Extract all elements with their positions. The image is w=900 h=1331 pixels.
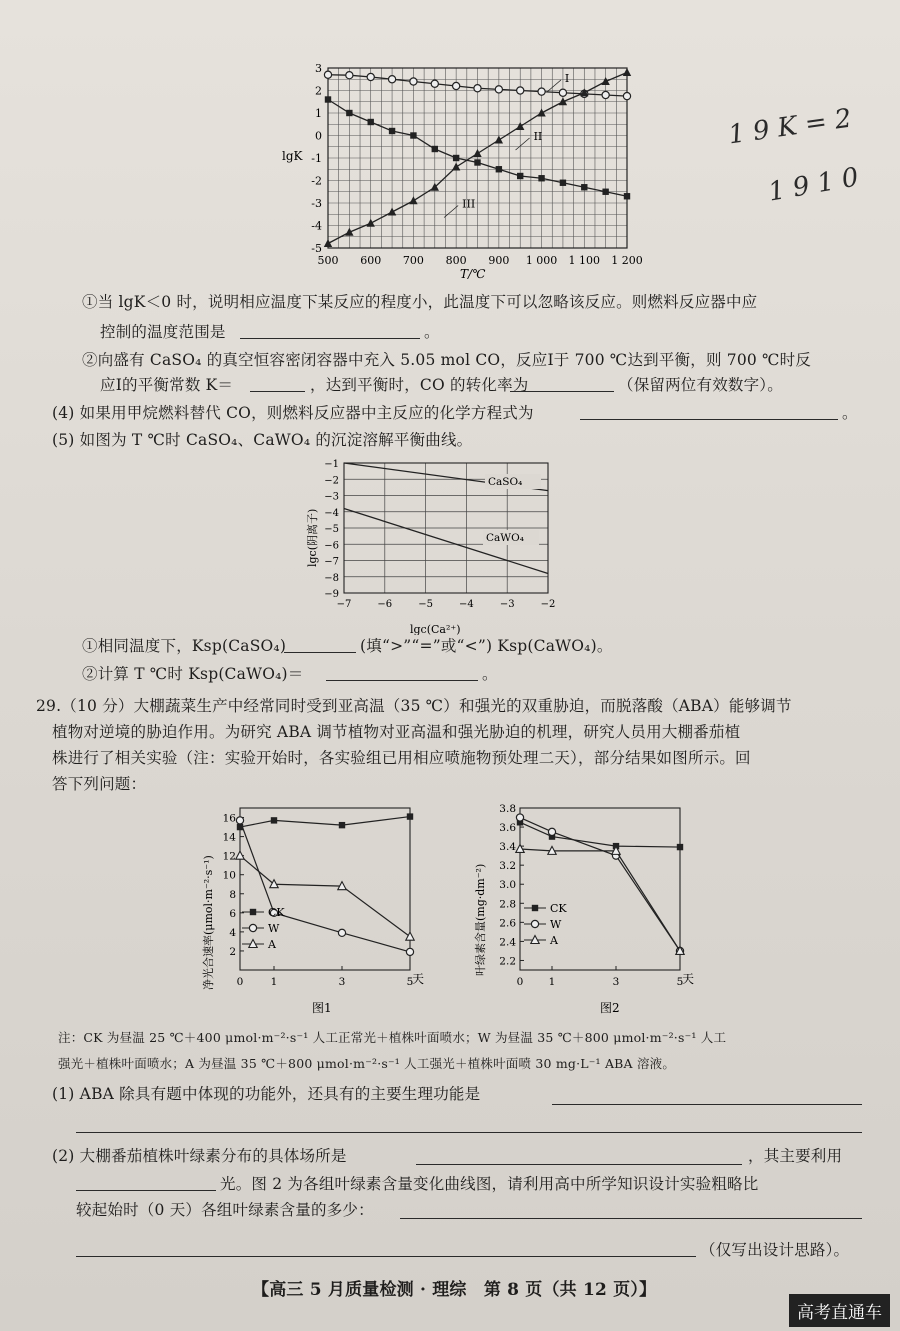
f2-frame — [520, 808, 680, 970]
chart2-xtick: −5 — [418, 599, 433, 610]
chart2-ytick: −2 — [324, 475, 339, 487]
f1-xtick: 3 — [338, 976, 346, 988]
f1-ytick: 14 — [222, 831, 236, 844]
chart1-xtick: 1 200 — [611, 254, 643, 267]
f2-point-CK — [677, 844, 683, 850]
chart1-point-III — [453, 155, 459, 161]
chart2-xtick: −4 — [459, 599, 474, 610]
f1-legend-marker — [250, 909, 256, 915]
answer-blank-location — [416, 1164, 742, 1165]
f2-ytick: 2.2 — [499, 955, 516, 968]
chart1-xlabel: T/℃ — [460, 267, 486, 280]
chart1-curve-label: III — [462, 197, 476, 211]
chart1-point-III — [560, 180, 566, 186]
chart1-ytick: 1 — [315, 107, 322, 120]
chart1-point-II — [388, 208, 396, 216]
chart1-point-II — [623, 68, 631, 76]
answer-blank-light — [76, 1190, 216, 1191]
chart1-curve-label: II — [533, 130, 543, 143]
f1-ytick: 16 — [222, 812, 236, 825]
question-29-2: (2) 大棚番茄植株叶绿素分布的具体场所是 — [52, 1147, 347, 1165]
f1-point-CK — [271, 817, 277, 823]
answer-blank-conversion — [510, 391, 614, 392]
chart1-xtick: 700 — [402, 254, 424, 267]
chart1-point-II — [367, 219, 375, 227]
answer-blank-design-2 — [76, 1256, 696, 1257]
chart1-ytick: -2 — [311, 174, 322, 188]
chart1-point-III — [474, 159, 480, 165]
fig2-xunit: 天 — [682, 972, 695, 986]
watermark-badge: 高考直通车 — [789, 1294, 890, 1327]
chart1-point-II — [452, 163, 460, 171]
chart2-xtick: −7 — [336, 599, 352, 610]
f2-ytick: 3.6 — [499, 822, 516, 835]
question-29-text-2: 植物对逆境的胁迫作用。为研究 ABA 调节植物对亚高温和强光胁迫的机理，研究人员用大棚番茄植 — [52, 723, 741, 741]
answer-blank-aba-function — [552, 1104, 862, 1105]
chart1-label-leader — [516, 138, 530, 150]
chart1-point-II — [345, 228, 353, 236]
chart1-point-III — [368, 119, 374, 125]
chart2-xlabel: lgc(Ca²⁺) — [410, 623, 461, 635]
chart2-xtick: −6 — [377, 599, 393, 610]
f1-legend-marker — [249, 924, 256, 931]
chart1-point-I — [623, 93, 630, 100]
question-29-2e: （仅写出设计思路）。 — [700, 1241, 850, 1259]
question-4: (4) 如果用甲烷燃料替代 CO，则燃料反应器中主反应的化学方程式为 — [52, 404, 534, 422]
chart1-point-I — [410, 78, 417, 85]
question-5-2: ②计算 T ℃时 Ksp(CaWO₄)＝ — [82, 665, 304, 683]
chart1-point-II — [537, 109, 545, 117]
period: 。 — [482, 665, 498, 683]
f2-xtick: 5 — [676, 976, 684, 988]
fig1-xunit: 天 — [412, 972, 425, 986]
f2-point-W — [516, 814, 523, 821]
f1-ytick: 8 — [229, 888, 236, 901]
f1-series-CK — [240, 817, 410, 827]
chart2-series-label: CaSO₄ — [488, 476, 523, 488]
answer-blank-compare — [284, 652, 356, 653]
chart1-point-II — [601, 77, 609, 85]
answer-blank-design-1 — [400, 1218, 862, 1219]
figure-2-chlorophyll-chart — [470, 800, 715, 1025]
chart1-point-III — [432, 146, 438, 152]
chart2-xtick: −2 — [540, 599, 556, 610]
handwritten-note-1: 1 9 K = 2 — [726, 103, 854, 151]
f1-point-A — [236, 851, 244, 859]
chart1-point-I — [517, 87, 524, 94]
chart1-xtick: 900 — [488, 254, 510, 267]
period: 。 — [424, 323, 440, 341]
f2-ytick: 3.2 — [499, 860, 516, 873]
question-29-2d: 较起始时（0 天）各组叶绿素含量的多少： — [76, 1201, 374, 1219]
chart1-xtick: 500 — [317, 254, 339, 267]
f2-legend-label: CK — [550, 902, 567, 915]
question-3-2d: （保留两位有效数字）。 — [618, 376, 783, 394]
answer-blank-temp-range — [240, 338, 420, 339]
chart1-xtick: 1 100 — [568, 254, 601, 267]
fig1-ylabel: 净光合速率(μmol·m⁻²·s⁻¹) — [202, 855, 215, 990]
f2-xtick: 0 — [516, 976, 524, 988]
chart1-curve-label: I — [564, 72, 570, 85]
f2-series-W — [520, 818, 680, 951]
f2-ytick: 3.0 — [499, 879, 516, 892]
f1-xtick: 5 — [406, 976, 414, 988]
f1-point-CK — [339, 822, 345, 828]
f2-series-A — [520, 849, 680, 951]
chart1-ytick: -5 — [311, 242, 322, 255]
chart1-point-III — [624, 193, 630, 199]
chart1-point-II — [516, 122, 524, 130]
f1-legend-label: CK — [268, 906, 285, 919]
chart1-point-II — [473, 149, 481, 157]
fig2-ylabel: 叶绿素含量(mg·dm⁻²) — [474, 863, 487, 976]
f2-legend-label: A — [550, 934, 558, 947]
f2-point-W — [548, 828, 555, 835]
chart1-point-III — [602, 189, 608, 195]
chart1-ytick: -1 — [311, 152, 322, 165]
question-3-1b: 控制的温度范围是 — [100, 323, 226, 341]
chart2-ytick: −5 — [324, 524, 339, 535]
answer-blank-k — [250, 391, 305, 392]
chart1-ytick: 3 — [315, 62, 322, 75]
question-29-text-3: 株进行了相关实验（注：实验开始时，各实验组已用相应喷施物预处理二天），部分结果如图所示。回 — [52, 749, 751, 767]
period: 。 — [842, 404, 858, 422]
f2-legend-marker — [531, 920, 538, 927]
figure-note-2: 强光＋植株叶面喷水；A 为昼温 35 ℃＋800 μmol·m⁻²·s⁻¹ 人工强光＋植株叶面喷 30 mg·L⁻¹ ABA 溶液。 — [58, 1056, 676, 1071]
question-3-2b: 应Ⅰ的平衡常数 K＝ — [100, 376, 234, 394]
fig2-title: 图2 — [600, 1001, 620, 1015]
chart1-xtick: 600 — [360, 254, 382, 267]
chart1-point-I — [367, 73, 374, 80]
f2-xtick: 3 — [612, 976, 620, 988]
question-3-1: ①当 lgK＜0 时，说明相应温度下某反应的程度小，此温度下可以忽略该反应。则燃料反应器中应 — [82, 293, 758, 311]
chart1-ytick: -4 — [311, 219, 322, 233]
chart2-xtick: −3 — [499, 599, 515, 610]
chart1-point-III — [346, 110, 352, 116]
chart2-series-label: CaWO₄ — [486, 532, 524, 544]
chart1-point-II — [409, 196, 417, 204]
fig1-title: 图1 — [312, 1001, 332, 1015]
f1-legend-label: W — [268, 922, 280, 935]
f2-ytick: 2.8 — [499, 898, 516, 911]
f2-legend-label: W — [550, 918, 562, 931]
f2-ytick: 3.8 — [499, 803, 516, 815]
f1-ytick: 10 — [222, 869, 236, 882]
answer-blank-aba-function-2 — [76, 1132, 862, 1133]
lgk-temperature-chart — [280, 58, 650, 280]
f1-legend-label: A — [268, 938, 276, 951]
f1-xtick: 1 — [270, 976, 278, 988]
answer-blank-equation — [580, 419, 838, 420]
chart1-ylabel: lgK — [282, 149, 303, 163]
chart2-ytick: −4 — [324, 507, 339, 519]
handwritten-note-2: 1 9 1 0 — [766, 162, 861, 208]
chart1-point-I — [538, 88, 545, 95]
f1-ytick: 4 — [229, 926, 236, 939]
chart1-point-II — [495, 136, 503, 144]
f2-ytick: 2.6 — [499, 917, 516, 930]
chart1-point-III — [325, 96, 331, 102]
chart1-xtick: 800 — [445, 254, 467, 267]
chart1-point-I — [559, 89, 566, 96]
question-5-1: ①相同温度下，Ksp(CaSO₄) — [82, 637, 287, 655]
question-29-2b: ，其主要利用 — [748, 1147, 843, 1165]
chart2-ytick: −7 — [324, 556, 339, 568]
question-5: (5) 如图为 T ℃时 CaSO₄、CaWO₄ 的沉淀溶解平衡曲线。 — [52, 431, 473, 449]
precipitation-equilibrium-chart — [300, 455, 570, 635]
f2-series-CK — [520, 822, 680, 847]
chart1-point-II — [559, 97, 567, 105]
question-5-1b: (填“>”“=”或“<”) Ksp(CaWO₄)。 — [360, 637, 613, 655]
f1-point-W — [236, 817, 243, 824]
chart2-ytick: −3 — [324, 491, 339, 503]
page-footer: 【高三 5 月质量检测 · 理综 第 8 页（共 12 页）】 — [252, 1280, 657, 1300]
chart1-point-III — [389, 128, 395, 134]
chart2-ytick: −8 — [324, 572, 339, 584]
question-29-1: (1) ABA 除具有题中体现的功能外，还具有的主要生理功能是 — [52, 1085, 481, 1103]
question-29-text-1: 29.（10 分）大棚蔬菜生产中经常同时受到亚高温（35 ℃）和强光的双重胁迫，而脱落酸（ABA）能够调节 — [36, 697, 792, 715]
chart1-point-III — [581, 184, 587, 190]
chart1-point-I — [388, 76, 395, 83]
chart1-point-III — [496, 166, 502, 172]
f2-xtick: 1 — [548, 976, 556, 988]
f2-legend-marker — [532, 905, 538, 911]
chart1-point-III — [517, 173, 523, 179]
answer-blank-ksp — [326, 680, 478, 681]
chart1-point-I — [324, 71, 331, 78]
question-3-2: ②向盛有 CaSO₄ 的真空恒容密闭容器中充入 5.05 mol CO，反应Ⅰ于 700 ℃达到平衡，则 700 ℃时反 — [82, 351, 812, 369]
f1-point-A — [406, 932, 414, 940]
chart1-ytick: 0 — [315, 129, 322, 143]
f1-ytick: 2 — [229, 945, 236, 958]
chart1-point-I — [495, 86, 502, 93]
chart1-point-II — [324, 239, 332, 247]
chart1-point-I — [474, 85, 481, 92]
f1-series-A — [240, 856, 410, 937]
chart2-ytick: −1 — [324, 459, 339, 470]
question-29-2c: 光。图 2 为各组叶绿素含量变化曲线图，请利用高中所学知识设计实验粗略比 — [220, 1175, 759, 1193]
chart1-label-leader — [547, 80, 561, 92]
f1-point-W — [406, 948, 413, 955]
chart1-point-I — [602, 91, 609, 98]
chart2-ylabel: lgc(阴离子) — [306, 508, 319, 567]
chart1-point-I — [453, 82, 460, 89]
f1-xtick: 0 — [236, 976, 244, 988]
chart1-xtick: 1 000 — [525, 254, 558, 267]
chart1-ytick: 2 — [315, 84, 322, 98]
f1-ytick: 12 — [222, 850, 236, 863]
chart1-point-III — [410, 132, 416, 138]
f1-ytick: 6 — [229, 907, 236, 920]
chart1-ytick: -3 — [311, 197, 322, 210]
figure-1-photosynthesis-chart — [190, 800, 435, 1025]
f1-point-CK — [407, 813, 413, 819]
f1-point-W — [338, 929, 345, 936]
chart2-ytick: −6 — [324, 540, 339, 552]
figure-note-1: 注：CK 为昼温 25 ℃＋400 μmol·m⁻²·s⁻¹ 人工正常光＋植株叶面喷水；W 为昼温 35 ℃＋800 μmol·m⁻²·s⁻¹ 人工 — [58, 1030, 727, 1045]
chart1-point-I — [431, 80, 438, 87]
question-29-text-4: 答下列问题： — [52, 775, 147, 793]
chart2-ytick: −9 — [324, 589, 339, 600]
question-3-2c: ，达到平衡时，CO 的转化率为 — [310, 376, 529, 394]
chart1-point-III — [538, 175, 544, 181]
chart1-point-I — [346, 72, 353, 79]
f2-ytick: 3.4 — [499, 841, 516, 854]
f2-ytick: 2.4 — [499, 936, 516, 949]
